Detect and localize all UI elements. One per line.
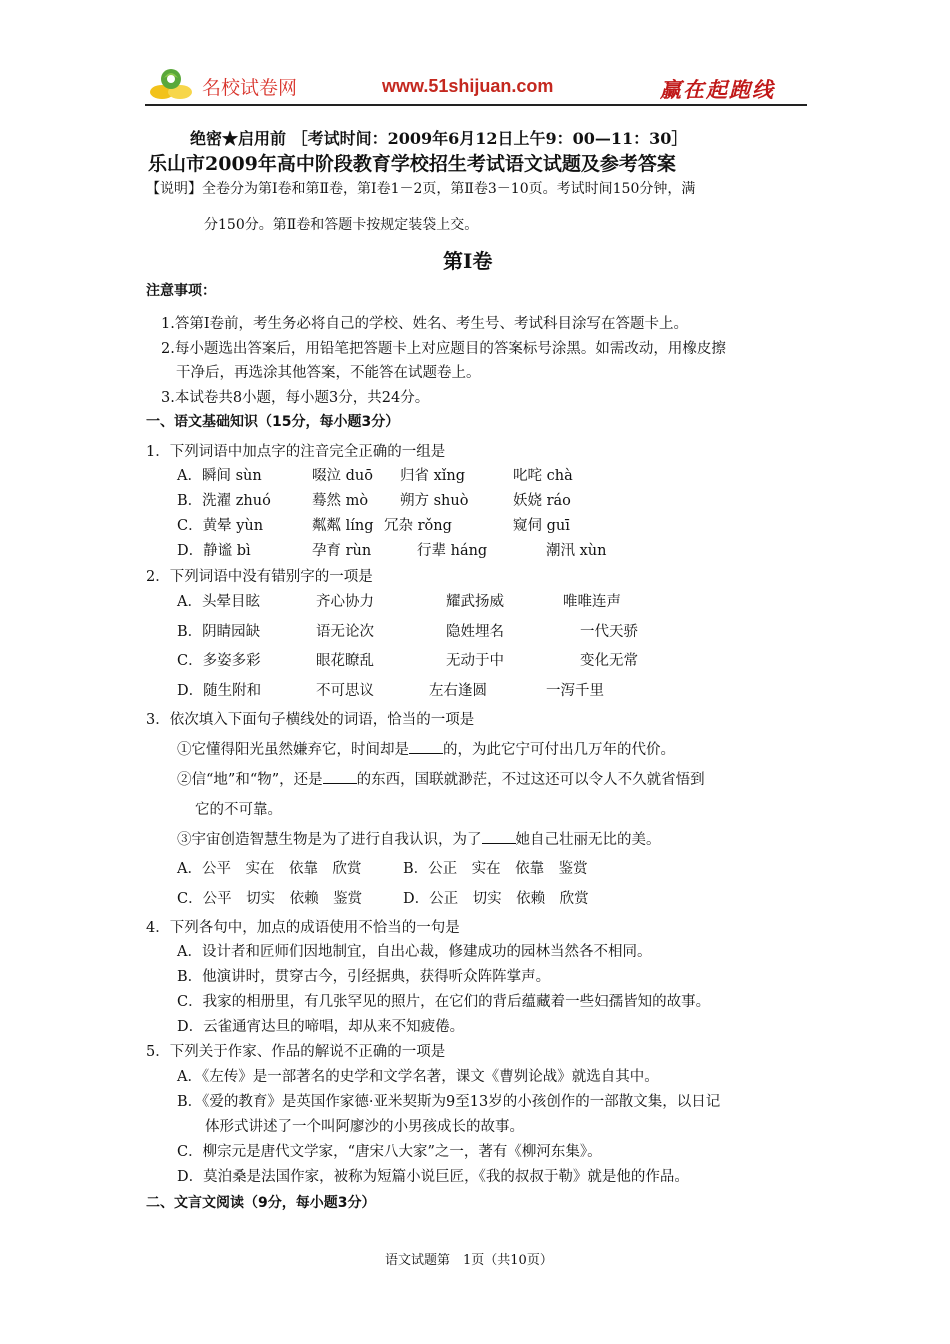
header-rule	[145, 104, 807, 106]
q2-a-3: 耀武扬威	[446, 594, 504, 610]
q3-sentence-2-cont: 它的不可靠。	[195, 802, 282, 818]
q2-b-3: 隐姓埋名	[446, 624, 504, 640]
notice-1: 1.答第Ⅰ卷前，考生务必将自己的学校、姓名、考生号、考试科目涂写在答题卡上。	[161, 316, 689, 332]
q3-blank-2	[323, 769, 357, 784]
q1-a-4: 叱咤 chà	[513, 468, 573, 484]
q1-a-1: A．瞬间 sùn	[177, 468, 262, 484]
q2-c-1: C．多姿多彩	[177, 653, 261, 669]
exam-title: 乐山市2009年高中阶段教育学校招生考试语文试题及参考答案	[148, 153, 676, 175]
q1-stem: 1．下列词语中加点字的注音完全正确的一组是	[146, 444, 446, 460]
q3-sentence-3	[177, 828, 661, 849]
q3-s1-part-b: 的，为此它宁可付出几万年的代价。	[443, 742, 675, 758]
notice-3: 干净后，再选涂其他答案，不能答在试题卷上。	[176, 365, 481, 381]
q2-c-2: 眼花瞭乱	[316, 653, 374, 669]
q1-b-2: 蓦然 mò	[312, 493, 369, 509]
q3-s1-part-a: ①它懂得阳光虽然嫌弃它，时间却是	[177, 742, 409, 758]
notice-2: 2.每小题选出答案后，用铅笔把答题卡上对应题目的答案标号涂黑。如需改动，用橡皮擦	[161, 341, 726, 357]
q5-option-d: D．莫泊桑是法国作家，被称为短篇小说巨匠，《我的叔叔于勒》就是他的作品。	[177, 1169, 689, 1185]
q1-d-1: D．静谧 bì	[177, 543, 251, 559]
q2-b-4: 一代天骄	[580, 624, 638, 640]
q2-b-1: B．阴睛园缺	[177, 624, 261, 640]
q3-sentence-1	[177, 738, 675, 759]
slogan: 赢在起跑线	[660, 77, 775, 102]
site-logo	[148, 64, 194, 104]
q1-a-2: 啜泣 duō	[312, 468, 373, 484]
q5-option-a: A．《左传》是一部著名的史学和文学名著，课文《曹刿论战》就选自其中。	[177, 1069, 659, 1085]
exam-time-line: 绝密★启用前 ［考试时间：2009年6月12日上午9：00—11：30］	[190, 129, 688, 148]
q3-blank-1	[409, 739, 443, 754]
note-line-2: 分150分。第Ⅱ卷和答题卡按规定装袋上交。	[204, 217, 479, 233]
q1-c-3: 冗杂 rǒng	[384, 518, 452, 534]
q1-c-2: 粼粼 líng	[312, 518, 374, 534]
q2-d-4: 一泻千里	[546, 683, 604, 699]
q3-option-c: C．公平 切实 依赖 鉴赏	[177, 891, 363, 907]
q3-stem: 3．依次填入下面句子横线处的词语，恰当的一项是	[146, 712, 475, 728]
q3-option-b: B．公正 实在 依靠 鉴赏	[403, 861, 588, 877]
notice-4: 3.本试卷共8小题，每小题3分，共24分。	[161, 390, 430, 406]
q3-option-d: D．公正 切实 依赖 欣赏	[403, 891, 589, 907]
q2-a-4: 唯唯连声	[563, 594, 621, 610]
q2-c-3: 无动于中	[446, 653, 504, 669]
q2-a-1: A．头晕目眩	[177, 594, 260, 610]
q2-d-2: 不可思议	[316, 683, 374, 699]
q1-d-3: 行辈 háng	[417, 543, 488, 559]
section-2-title: 二、文言文阅读（9分，每小题3分）	[146, 1195, 376, 1211]
section-1-title: 一、语文基础知识（15分，每小题3分）	[146, 414, 400, 430]
q2-b-2: 语无论次	[316, 624, 374, 640]
logo-icon	[148, 64, 194, 104]
q2-c-4: 变化无常	[580, 653, 638, 669]
q2-stem: 2．下列词语中没有错别字的一项是	[146, 569, 373, 585]
q1-a-3: 归省 xǐng	[400, 468, 466, 484]
q3-s3-part-a: ③宇宙创造智慧生物是为了进行自我认识，为了	[177, 832, 482, 848]
q1-b-4: 妖娆 ráo	[513, 493, 571, 509]
note-line-1: 【说明】全卷分为第Ⅰ卷和第Ⅱ卷，第Ⅰ卷1－2页，第Ⅱ卷3－10页。考试时间150分钟，满	[146, 181, 696, 197]
q5-option-b-line-1: B．《爱的教育》是英国作家德·亚米契斯为9至13岁的小孩创作的一部散文集，以日记	[177, 1094, 721, 1110]
q1-b-1: B．洗濯 zhuó	[177, 493, 271, 509]
q5-option-c: C．柳宗元是唐代文学家，“唐宋八大家”之一，著有《柳河东集》。	[177, 1144, 602, 1160]
q1-c-1: C．黄晕 yùn	[177, 518, 264, 534]
q1-c-4: 窥伺 guī	[513, 518, 570, 534]
q3-sentence-2	[177, 768, 705, 789]
q1-d-4: 潮汛 xùn	[546, 543, 607, 559]
q3-blank-3	[482, 829, 516, 844]
q3-option-a: A．公平 实在 依靠 欣赏	[177, 861, 362, 877]
site-name: 名校试卷网	[202, 77, 298, 99]
q4-option-c: C．我家的相册里，有几张罕见的照片，在它们的背后蕴藏着一些妇孺皆知的故事。	[177, 994, 711, 1010]
volume-title: 第Ⅰ卷	[443, 249, 493, 273]
q3-s2-part-b: 的东西，国联就渺茫，不过这还可以令人不久就省悟到	[356, 772, 705, 788]
q1-b-3: 朔方 shuò	[400, 493, 469, 509]
q4-option-a: A．设计者和匠师们因地制宜，自出心裁，修建成功的园林当然各不相同。	[177, 944, 652, 960]
page-footer: 语文试题第 1页（共10页）	[385, 1253, 553, 1268]
q5-option-b-line-2: 体形式讲述了一个叫阿廖沙的小男孩成长的故事。	[205, 1119, 524, 1135]
q4-option-b: B．他演讲时，贯穿古今，引经据典，获得听众阵阵掌声。	[177, 969, 551, 985]
q3-s2-part-a: ②信“地”和“物”，还是	[177, 772, 323, 788]
site-url[interactable]: www.51shijuan.com	[382, 76, 554, 96]
q4-option-d: D．云雀通宵达旦的啼唱，却从来不知疲倦。	[177, 1019, 465, 1035]
q1-d-2: 孕育 rùn	[312, 543, 372, 559]
q4-stem: 4．下列各句中，加点的成语使用不恰当的一句是	[146, 920, 460, 936]
q2-d-3: 左右逢圆	[429, 683, 487, 699]
notice-title: 注意事项：	[146, 283, 216, 299]
q2-a-2: 齐心协力	[316, 594, 374, 610]
q5-stem: 5．下列关于作家、作品的解说不正确的一项是	[146, 1044, 446, 1060]
q3-s3-part-b: 她自己壮丽无比的美。	[515, 832, 661, 848]
q2-d-1: D．随生附和	[177, 683, 262, 699]
